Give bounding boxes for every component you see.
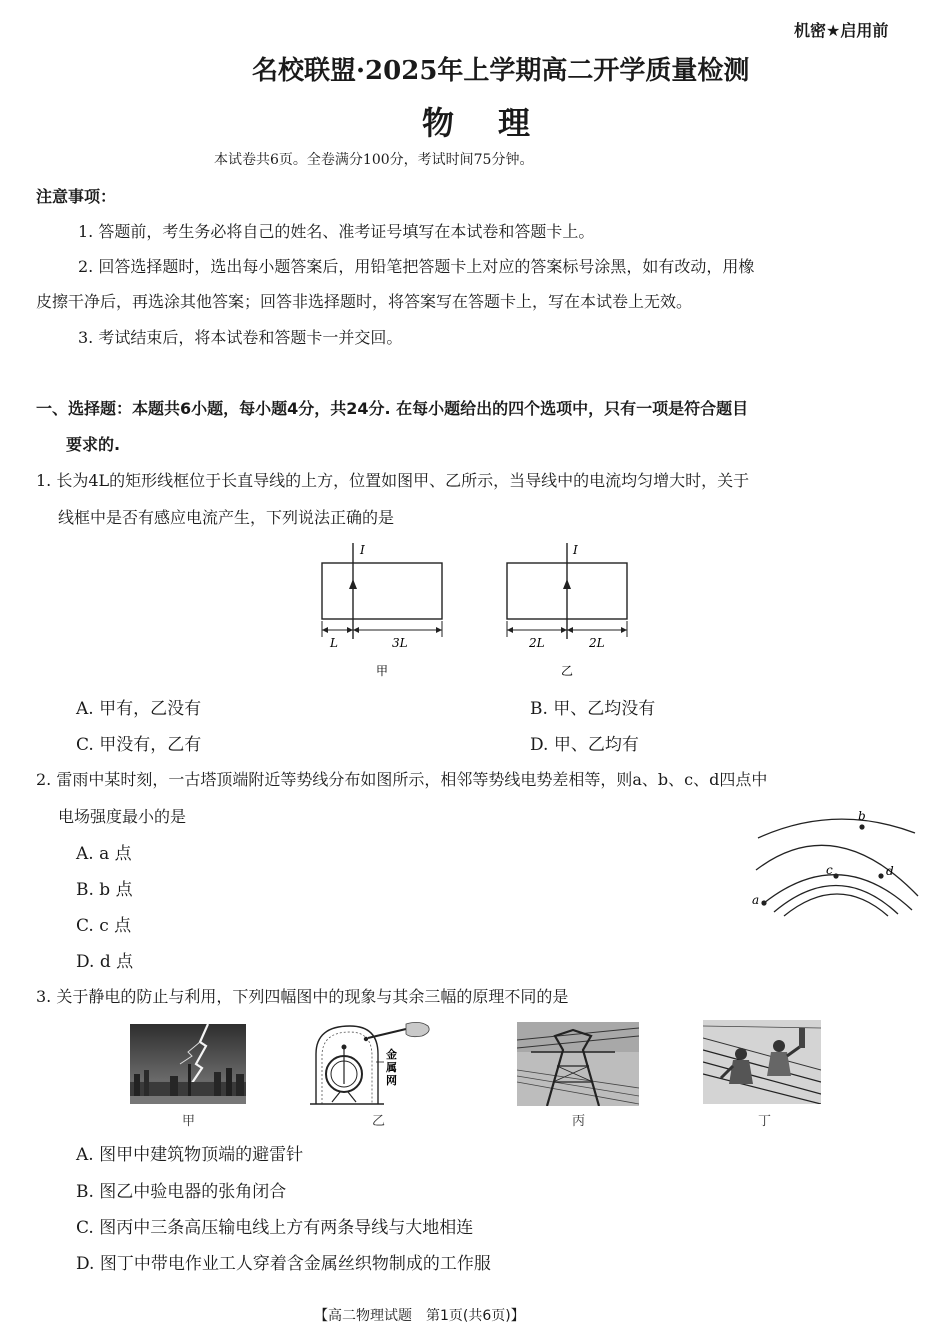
q3-electroscope-figure <box>310 1018 438 1108</box>
net-label-3: 网 <box>386 1074 397 1087</box>
worker-head <box>735 1048 747 1060</box>
yi-current-arrow <box>563 579 571 589</box>
point-a <box>761 900 766 905</box>
equipotential-line <box>758 819 915 838</box>
worker-suit <box>729 1060 753 1084</box>
q3-photo-lightning <box>130 1024 246 1104</box>
q3-stem: 3. 关于静电的防止与利用，下列四幅图中的现象与其余三幅的原理不同的是 <box>36 987 569 1006</box>
point-b <box>859 824 864 829</box>
equipotential-line <box>756 845 918 896</box>
jia-loop <box>322 563 442 619</box>
page-footer: 【高二物理试题 第1页(共6页)】 <box>314 1308 525 1324</box>
q2-option-b[interactable]: B. b 点 <box>76 880 133 900</box>
exam-info: 本试卷共6页。全卷满分100分，考试时间75分钟。 <box>214 152 534 168</box>
notice-item: 1. 答题前，考生务必将自己的姓名、准考证号填写在本试卷和答题卡上。 <box>78 222 595 241</box>
section-heading-cont: 要求的. <box>66 435 121 454</box>
q3-photo-line-workers <box>703 1020 821 1104</box>
q1-stem-cont: 线框中是否有感应电流产生，下列说法正确的是 <box>58 508 395 527</box>
confidential-label: 机密★启用前 <box>794 21 889 40</box>
q1-figure <box>300 535 660 685</box>
charged-rod <box>368 1029 406 1038</box>
q1-option-c[interactable]: C. 甲没有，乙有 <box>76 735 202 755</box>
notice-item: 皮擦干净后，再选涂其他答案；回答非选择题时，将答案写在答题卡上，写在本试卷上无效。 <box>36 292 693 311</box>
jia-current-label: I <box>360 543 365 557</box>
point-b-label: b <box>858 809 866 823</box>
section-heading: 一、选择题：本题共6小题，每小题4分，共24分. 在每小题给出的四个选项中，只有一项是符合题目 <box>36 399 749 418</box>
equipotential-line <box>764 875 912 910</box>
yi-current-label: I <box>573 543 578 557</box>
equipotential-line <box>784 894 888 916</box>
notice-item: 2. 回答选择题时，选出每小题答案后，用铅笔把答题卡上对应的答案标号涂黑，如有改动，用橡 <box>78 257 755 276</box>
q1-option-b[interactable]: B. 甲、乙均没有 <box>530 699 656 719</box>
jia-caption: 甲 <box>376 664 389 678</box>
notice-item: 3. 考试结束后，将本试卷和答题卡一并交回。 <box>78 328 403 347</box>
q1-option-d[interactable]: D. 甲、乙均有 <box>530 735 639 755</box>
exam-title: 名校联盟·2025年上学期高二开学质量检测 <box>252 56 750 86</box>
q3-option-a[interactable]: A. 图甲中建筑物顶端的避雷针 <box>76 1145 304 1165</box>
q3-option-b[interactable]: B. 图乙中验电器的张角闭合 <box>76 1182 287 1202</box>
worker-head <box>773 1040 785 1052</box>
point-d <box>878 873 883 878</box>
jia-right-length: 3L <box>392 636 408 650</box>
notice-heading: 注意事项： <box>36 187 117 206</box>
q2-option-a[interactable]: A. a 点 <box>76 844 132 864</box>
q2-option-d[interactable]: D. d 点 <box>76 952 134 972</box>
point-d-label: d <box>886 864 894 878</box>
q2-option-c[interactable]: C. c 点 <box>76 916 132 936</box>
point-a-label: a <box>752 893 760 907</box>
q1-stem: 1. 长为4L的矩形线框位于长直导线的上方，位置如图甲、乙所示，当导线中的电流均匀增大时，关于 <box>36 471 750 490</box>
yi-caption: 乙 <box>561 664 574 678</box>
q3-caption-yi: 乙 <box>372 1114 386 1129</box>
jia-current-arrow <box>349 579 357 589</box>
hand <box>406 1022 429 1036</box>
q1-option-a[interactable]: A. 甲有，乙没有 <box>76 699 202 719</box>
subject-title: 物 理 <box>422 104 537 142</box>
q3-caption-bing: 丙 <box>572 1114 586 1129</box>
jia-left-length: L <box>330 636 338 650</box>
q3-option-c[interactable]: C. 图丙中三条高压输电线上方有两条导线与大地相连 <box>76 1218 474 1238</box>
q2-equipotential-figure <box>740 808 930 918</box>
net-label-1: 金 <box>386 1048 397 1061</box>
q3-caption-ding: 丁 <box>758 1114 772 1129</box>
q2-stem: 2. 雷雨中某时刻，一古塔顶端附近等势线分布如图所示，相邻等势线电势差相等，则a、b、c、d四点中 <box>36 770 768 789</box>
point-c <box>833 873 838 878</box>
q3-option-d[interactable]: D. 图丁中带电作业工人穿着含金属丝织物制成的工作服 <box>76 1254 491 1274</box>
yi-left-length: 2L <box>529 636 545 650</box>
net-label-2: 属 <box>386 1061 397 1074</box>
q2-stem-cont: 电场强度最小的是 <box>58 807 187 826</box>
yi-right-length: 2L <box>589 636 605 650</box>
q3-caption-jia: 甲 <box>182 1114 196 1129</box>
q3-photo-power-tower <box>517 1022 639 1106</box>
point-c-label: c <box>826 863 833 877</box>
